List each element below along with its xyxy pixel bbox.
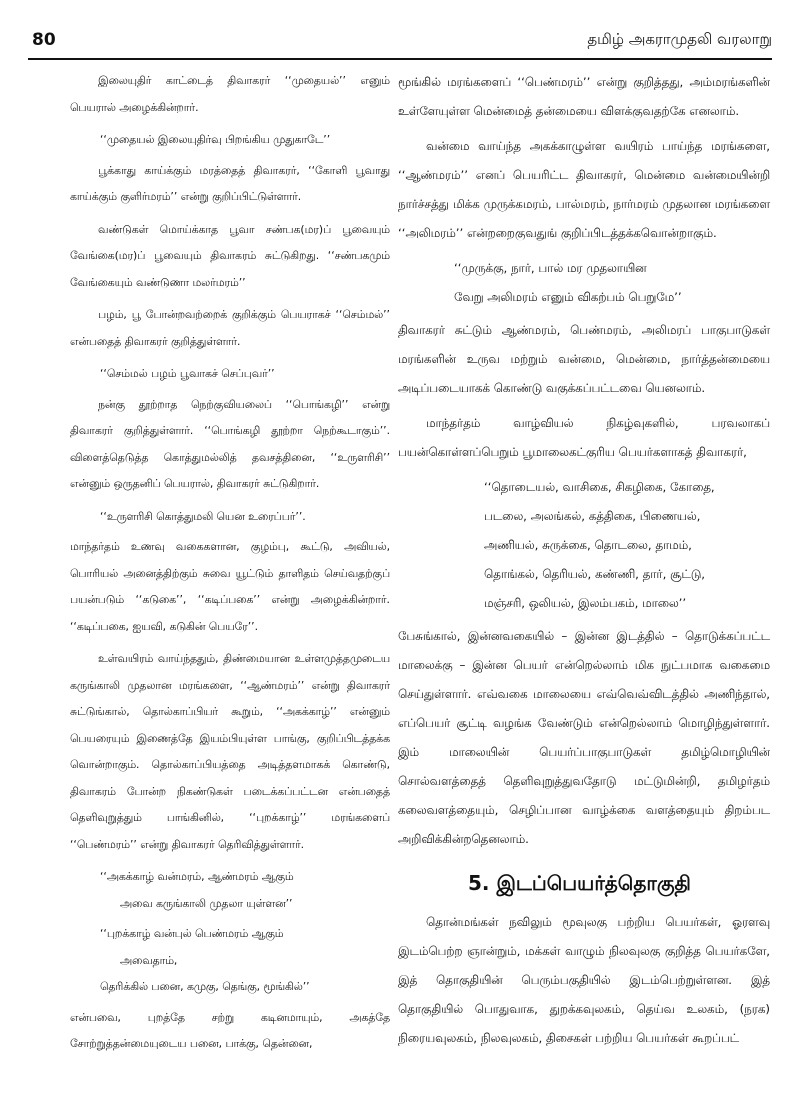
verse-line: ‘‘அகக்காழ் வன்மரம், ஆண்மரம் ஆகும் (100, 870, 294, 883)
verse-line: தொங்கல், தெரியல், கண்ணி, தார், சூட்டு, (484, 567, 706, 581)
verse-quote (398, 254, 770, 312)
verse-line: அவை கருங்காலி முதலா யுள்ளன’’ (120, 896, 293, 910)
verse-quote (398, 473, 770, 618)
paragraph: என்பவை, புறத்தே சற்று கடினமாயும், அகத்தே சோற்றுத்தன்மையுடைய பனை, பாக்கு, தென்னை, (70, 1010, 390, 1050)
paragraph: மூங்கில் மரங்களைப் ‘‘பெண்மரம்’’ என்று குறித்தது, அம்மரங்களின் உள்ளேயுள்ள மென்மைத் தன்மையை விளக்குவதற்கே எனலாம். (398, 75, 770, 118)
page-number: 80 (32, 30, 56, 50)
verse-line: மஞ்சரி, ஒலியல், இலம்பகம், மாலை’’ (484, 596, 687, 610)
quote: ‘‘செம்மல் பழம் பூவாகச் செப்புவர்’’ (100, 367, 275, 380)
quote: ‘‘உருளரிசி கொத்துமலி யென உரைப்பர்’’. (100, 509, 306, 523)
verse-line: வேறு அலிமரம் எனும் விகற்பம் பெறுமே’’ (454, 290, 682, 304)
paragraph: வன்மை வாய்ந்த அகக்காழுள்ள வயிரம் பாய்ந்த மரங்களை, ‘‘ஆண்மரம்’’ எனப் பெயரிட்ட திவாகரர், மென்மை வன்மையின்றி நார்ச்சத்து மிக்க முருக்கமரம், பால்மரம், நார்மரம் முதலான மரங்களை ‘‘அலிமரம்’’ என்றறைகுவதுங் குறிப்பிடத்தக்கவொன்றாகும். (398, 139, 770, 240)
header-rule (28, 58, 772, 60)
paragraph: தொன்மங்கள் நவிலும் மூவுலகு பற்றிய பெயர்கள், ஓரளவு இடம்பெற்ற ஞான்றும், மக்கள் வாழும் நிலவுலகு குறித்த பெயர்களே, இத் தொகுதியின் பெரும்பகுதியில் இடம்பெற்றுள்ளன. இத் தொகுதியில் பொதுவாக, துறக்கவுலகம், தெய்வ உலகம், (நரக) நிரையவுலகம், நிலவுலகம், திசைகள் பற்றிய பெயர்கள் கூறப்பட் (398, 915, 770, 1045)
paragraph: உள்வயிரம் வாய்ந்ததும், திண்மையான உள்ளமுத்தமுடைய கருங்காலி முதலான மரங்களை, ‘‘ஆண்மரம்’’ என்று திவாகரர் சுட்டுங்கால், தொல்காப்பியர் கூறும், ‘‘அகக்காழ்’’ என்னும் பெயரையும் இணைத்தே இயம்பியுள்ள பாங்கு, குறிப்பிடத்தக்க வொன்றாகும். தொல்காப்பியத்தை அடித்தளமாகக் கொண்டு, திவாகரம் போன்ற நிகண்டுகள் படைக்கப்பட்டன என்பதைத் தெளிவுறுத்தும் பாங்கினில், ‘‘புறக்காழ்’’ மரங்களைப் ‘‘பெண்மரம்’’ என்று திவாகரர் தெரிவித்துள்ளார். (70, 652, 390, 851)
left-column (70, 68, 390, 1064)
verse-line: அவைதாம், (120, 953, 178, 967)
verse-line: ‘‘முருக்கு, நார், பால் மர முதலாயின (454, 261, 647, 275)
verse-quote (70, 864, 390, 917)
paragraph: நன்கு தூற்றாத நெற்குவியலைப் ‘‘பொங்கழி’’ என்று திவாகரர் குறித்துள்ளார். ‘‘பொங்கழி தூற்றா நெற்கூடாகும்’’. விளைத்தெடுத்த கொத்துமல்லித் தவசத்தினை, ‘‘உருளரிசி’’ என்னும் ஒருதனிப் பெயரால், திவாகரர் சுட்டுகிறார். (70, 397, 390, 490)
quote: ‘‘முதையல் இலையுதிர்வு பிறங்கிய முதுகாடே’’ (100, 133, 331, 146)
verse-line: படலை, அலங்கல், கத்திகை, பிணையல், (484, 509, 701, 523)
paragraph: பேசுங்கால், இன்னவகையில் – இன்ன இடத்தில் – தொடுக்கப்பட்ட மாலைக்கு – இன்ன பெயர் என்றெல்லாம் மிக நுட்பமாக வகைமை செய்துள்ளார். எவ்வகை மாலையை எவ்வெவ்விடத்தில் அணிந்தால், எப்பெயர் சூட்டி வழங்க வேண்டும் என்றெல்லாம் மொழிந்துள்ளார். இம் மாலையின் பெயர்ப்பாகுபாடுகள் தமிழ்மொழியின் சொல்வளத்தைத் தெளிவுறுத்துவதோடு மட்டுமின்றி, தமிழர்தம் கலைவளத்தையும், செழிப்பான வாழ்க்கை வளத்தையும் திறம்பட அறிவிக்கின்றதெனலாம். (398, 629, 770, 846)
paragraph: பூக்காது காய்க்கும் மரத்தைத் திவாகரர், ‘‘கோளி பூவாது காய்க்கும் குளிர்மரம்’’ என்று குறிப்பிட்டுள்ளார். (70, 163, 390, 203)
page-header (28, 30, 776, 60)
section-heading: 5. இடப்பெயர்த்தொகுதி (468, 871, 691, 895)
verse-quote (70, 921, 390, 1001)
running-title: தமிழ் அகராமுதலி வரலாறு (587, 30, 772, 48)
paragraph: இலையுதிர் காட்டைத் திவாகரர் ‘‘முதையல்’’ எனும் பெயரால் அழைக்கின்றார். (70, 74, 390, 114)
paragraph: மாந்தர்தம் உணவு வகைகளான, குழம்பு, கூட்டு, அவியல், பொரியல் அனைத்திற்கும் சுவை யூட்டும் தாளிதம் செய்வதற்குப் பயன்படும் ‘‘கடுகை’’, ‘‘கடிப்பகை’’ என்று அழைக்கின்றார். ‘‘கடிப்பகை, ஐயவி, கடுகின் பெயரே’’. (70, 540, 390, 633)
paragraph: வண்டுகள் மொய்க்காத பூவா சண்பக(மர)ப் பூவையும் வேங்கை(மர)ப் பூவையும் திவாகரம் சுட்டுகிறது. ‘‘சண்பகமும் வேங்கையும் வண்டுணா மலர்மரம்’’ (70, 222, 390, 289)
right-column (398, 68, 770, 1059)
paragraph: பழம், பூ போன்றவற்றைக் குறிக்கும் பெயராகச் ‘‘செம்மல்’’ என்பதைத் திவாகரர் குறித்துள்ளார். (70, 308, 390, 348)
paragraph: திவாகரர் சுட்டும் ஆண்மரம், பெண்மரம், அலிமரப் பாகுபாடுகள் மரங்களின் உருவ மற்றும் வன்மை, மென்மை, நார்த்தன்மையை அடிப்படையாகக் கொண்டு வகுக்கப்பட்டவை யெனலாம். (398, 323, 770, 395)
verse-line: தெரிக்கில் பனை, கமுகு, தெங்கு, மூங்கில்’’ (100, 980, 310, 993)
verse-line: அணியல், சுருக்கை, தொடலை, தாமம், (484, 538, 692, 552)
paragraph: மாந்தர்தம் வாழ்வியல் நிகழ்வுகளில், பரவலாகப் பயன்கொள்ளப்பெறும் பூமாலைகட்குரிய பெயர்களாகத் திவாகரர், (398, 416, 770, 459)
verse-line: ‘‘தொடையல், வாசிகை, சிகழிகை, கோதை, (484, 480, 715, 494)
verse-line: ‘‘புறக்காழ் வன்புல் பெண்மரம் ஆகும் (100, 927, 284, 940)
